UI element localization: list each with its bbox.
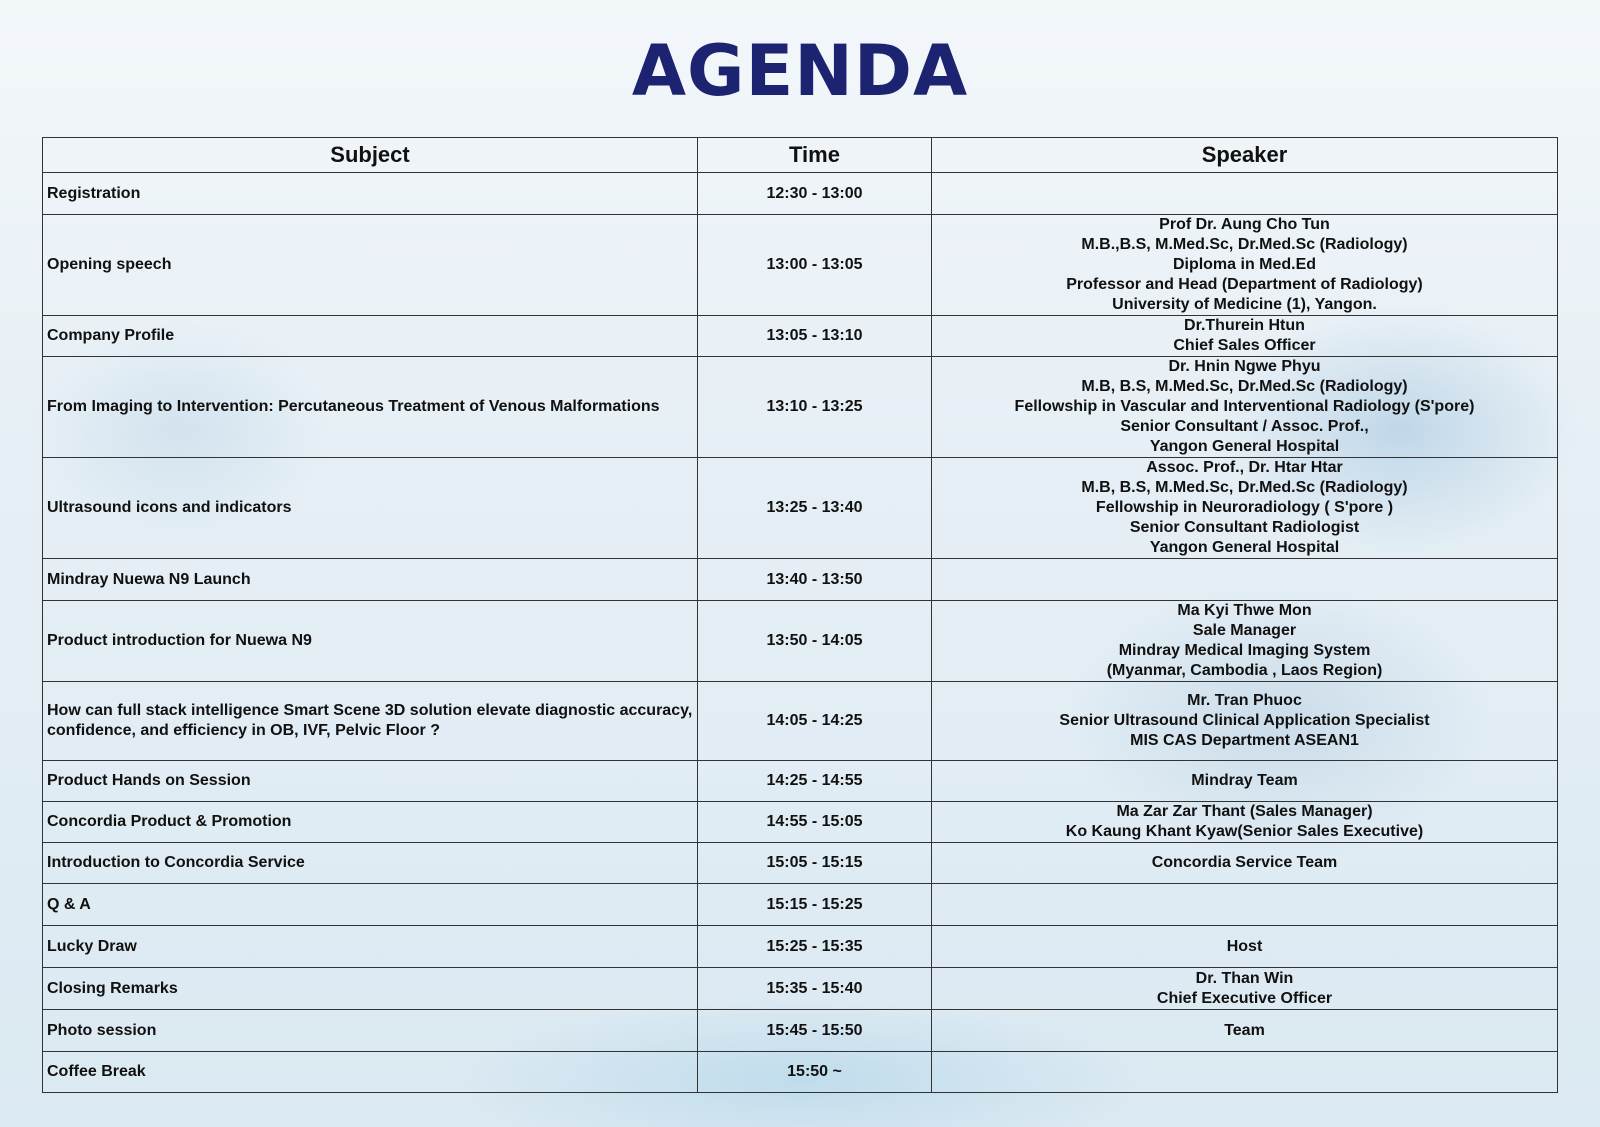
speaker-line: Assoc. Prof., Dr. Htar Htar	[1146, 459, 1343, 476]
table-row	[43, 843, 1558, 884]
agenda-speaker	[932, 316, 1558, 357]
agenda-body	[43, 173, 1558, 1093]
table-row	[43, 316, 1558, 357]
agenda-subject: Opening speech	[43, 215, 698, 316]
agenda-time: 13:05 - 13:10	[698, 316, 932, 357]
speaker-line: M.B.,B.S, M.Med.Sc, Dr.Med.Sc (Radiology)	[1081, 236, 1408, 253]
agenda-subject: Ultrasound icons and indicators	[43, 458, 698, 559]
table-row	[43, 215, 1558, 316]
agenda-speaker	[932, 601, 1558, 682]
agenda-speaker	[932, 968, 1558, 1010]
speaker-line: Mr. Tran Phuoc	[1187, 692, 1302, 709]
column-header-subject: Subject	[43, 138, 698, 173]
speaker-line: Senior Consultant / Assoc. Prof.,	[1120, 418, 1369, 435]
speaker-line: M.B, B.S, M.Med.Sc, Dr.Med.Sc (Radiology)	[1081, 378, 1408, 395]
agenda-speaker	[932, 215, 1558, 316]
agenda-time: 14:25 - 14:55	[698, 761, 932, 802]
agenda-time: 15:35 - 15:40	[698, 968, 932, 1010]
speaker-line: Professor and Head (Department of Radiology)	[1066, 276, 1423, 293]
agenda-subject: Introduction to Concordia Service	[43, 843, 698, 884]
speaker-line: Ko Kaung Khant Kyaw(Senior Sales Executive)	[1065, 823, 1424, 840]
agenda-time: 15:05 - 15:15	[698, 843, 932, 884]
speaker-line: Ma Zar Zar Thant (Sales Manager)	[1116, 803, 1373, 820]
speaker-line: MIS CAS Department ASEAN1	[1130, 732, 1359, 749]
agenda-speaker	[932, 458, 1558, 559]
agenda-subject: Mindray Nuewa N9 Launch	[43, 559, 698, 601]
speaker-line: Mindray Team	[1191, 772, 1298, 789]
speaker-line: University of Medicine (1), Yangon.	[1112, 296, 1377, 313]
agenda-subject: Company Profile	[43, 316, 698, 357]
speaker-line: Senior Ultrasound Clinical Application Specialist	[1059, 712, 1430, 729]
agenda-time: 12:30 - 13:00	[698, 173, 932, 215]
speaker-line: Sale Manager	[1192, 622, 1297, 639]
speaker-line: Senior Consultant Radiologist	[1129, 519, 1360, 536]
agenda-subject: Closing Remarks	[43, 968, 698, 1010]
agenda-speaker	[932, 173, 1558, 215]
agenda-time: 15:25 - 15:35	[698, 926, 932, 968]
agenda-subject: Product introduction for Nuewa N9	[43, 601, 698, 682]
agenda-time: 13:10 - 13:25	[698, 357, 932, 458]
agenda-speaker	[932, 843, 1558, 884]
agenda-subject: Product Hands on Session	[43, 761, 698, 802]
page-title: AGENDA	[631, 30, 969, 112]
speaker-line: Dr.Thurein Htun	[1184, 317, 1305, 334]
table-row	[43, 968, 1558, 1010]
agenda-time: 14:05 - 14:25	[698, 682, 932, 761]
agenda-time: 13:50 - 14:05	[698, 601, 932, 682]
speaker-line: Concordia Service Team	[1151, 854, 1338, 871]
speaker-line: Mindray Medical Imaging System	[1118, 642, 1371, 659]
column-header-speaker: Speaker	[932, 138, 1558, 173]
table-row	[43, 1010, 1558, 1052]
agenda-speaker	[932, 926, 1558, 968]
speaker-line: Ma Kyi Thwe Mon	[1177, 602, 1312, 619]
speaker-line: Dr. Than Win	[1195, 969, 1294, 987]
agenda-time: 15:15 - 15:25	[698, 884, 932, 926]
agenda-time: 14:55 - 15:05	[698, 802, 932, 843]
table-row	[43, 761, 1558, 802]
speaker-line: (Myanmar, Cambodia , Laos Region)	[1106, 662, 1383, 679]
table-row	[43, 173, 1558, 215]
table-header-row	[43, 138, 1558, 173]
agenda-speaker	[932, 1010, 1558, 1052]
agenda-subject: Photo session	[43, 1010, 698, 1052]
agenda-subject: How can full stack intelligence Smart Scene 3D solution elevate diagnostic accuracy, confidence, and efficiency in OB, IVF, Pelvic Floor ?	[43, 682, 698, 761]
speaker-line: Fellowship in Vascular and Interventional Radiology (S'pore)	[1014, 398, 1475, 415]
agenda-subject: Q & A	[43, 884, 698, 926]
speaker-line: Dr. Hnin Ngwe Phyu	[1168, 358, 1321, 375]
speaker-line: Fellowship in Neuroradiology ( S'pore )	[1095, 499, 1394, 516]
table-row	[43, 682, 1558, 761]
agenda-subject: Concordia Product & Promotion	[43, 802, 698, 843]
agenda-subject: Lucky Draw	[43, 926, 698, 968]
speaker-line: Diploma in Med.Ed	[1172, 256, 1317, 273]
table-row	[43, 601, 1558, 682]
agenda-time: 15:45 - 15:50	[698, 1010, 932, 1052]
agenda-speaker	[932, 357, 1558, 458]
agenda-speaker	[932, 761, 1558, 802]
agenda-table	[42, 137, 1558, 1093]
agenda-time: 15:50 ~	[698, 1052, 932, 1093]
table-row	[43, 802, 1558, 843]
speaker-line: Team	[1224, 1021, 1265, 1039]
agenda-time: 13:25 - 13:40	[698, 458, 932, 559]
column-header-time: Time	[698, 138, 932, 173]
table-row	[43, 884, 1558, 926]
agenda-speaker	[932, 559, 1558, 601]
speaker-line: Chief Executive Officer	[1156, 989, 1333, 1007]
agenda-time: 13:40 - 13:50	[698, 559, 932, 601]
agenda-speaker	[932, 682, 1558, 761]
agenda-speaker	[932, 884, 1558, 926]
speaker-line: Prof Dr. Aung Cho Tun	[1159, 216, 1330, 233]
speaker-line: Yangon General Hospital	[1149, 539, 1340, 556]
agenda-subject: From Imaging to Intervention: Percutaneous Treatment of Venous Malformations	[43, 357, 698, 458]
table-row	[43, 559, 1558, 601]
table-row	[43, 458, 1558, 559]
table-row	[43, 926, 1558, 968]
table-row	[43, 1052, 1558, 1093]
speaker-line: M.B, B.S, M.Med.Sc, Dr.Med.Sc (Radiology)	[1081, 479, 1408, 496]
speaker-line: Yangon General Hospital	[1149, 438, 1340, 455]
agenda-speaker	[932, 802, 1558, 843]
agenda-time: 13:00 - 13:05	[698, 215, 932, 316]
speaker-line: Host	[1226, 937, 1263, 955]
agenda-subject: Registration	[43, 173, 698, 215]
table-row	[43, 357, 1558, 458]
agenda-speaker	[932, 1052, 1558, 1093]
speaker-line: Chief Sales Officer	[1173, 337, 1316, 354]
agenda-subject: Coffee Break	[43, 1052, 698, 1093]
